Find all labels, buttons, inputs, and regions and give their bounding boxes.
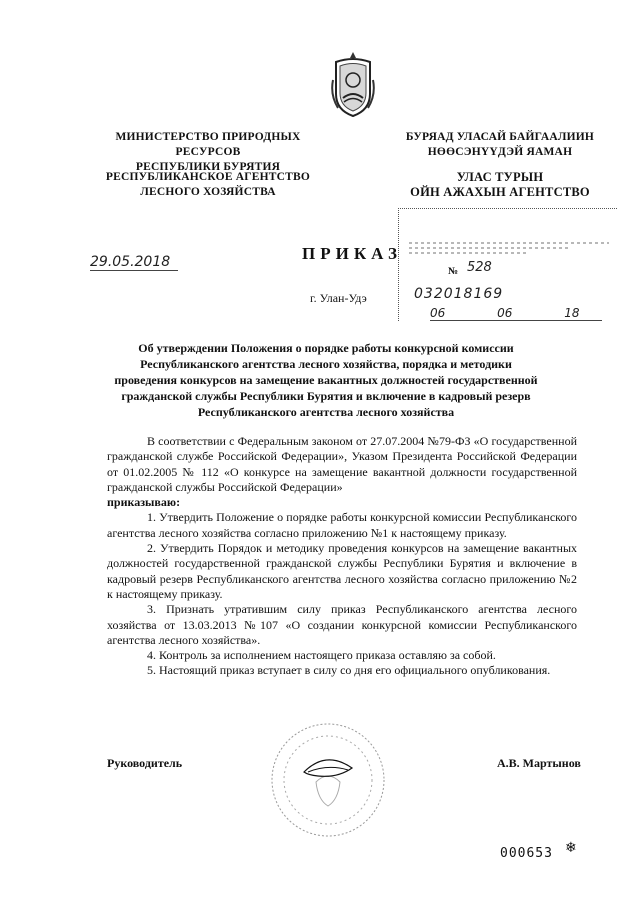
signatory-name: А.В. Мартынов	[497, 756, 581, 770]
registration-month: 06	[497, 306, 513, 320]
subject-line5: Республиканского агентства лесного хозяйства	[197, 405, 455, 419]
subject-line3: проведения конкурсов на замещение вакантных должностей государственной	[114, 373, 538, 387]
header-right-agency-line1: УЛАС ТУРЫН	[456, 170, 544, 184]
header-right-ministry-line1: БУРЯАД УЛАСАЙ БАЙГААЛИИН	[405, 131, 595, 143]
signatory-position: Руководитель	[107, 756, 183, 770]
order-subject	[96, 340, 556, 420]
order-item-5: 5. Настоящий приказ вступает в силу со дня его официального опубликования.	[147, 663, 551, 678]
subject-line1: Об утверждении Положения о порядке работы конкурсной комиссии	[138, 341, 514, 355]
registration-stamp	[398, 208, 617, 321]
registration-year: 18	[564, 306, 580, 320]
order-item-3: 3. Признать утратившим силу приказ Республиканского агентства лесного хозяйства от 13.03.2013 №107 «О создании конкурсной комиссии Республиканского агентства лесного хозяйства».	[107, 602, 577, 647]
header-right-agency-line2: ОЙН АЖАХЫН АГЕНТСТВО	[410, 185, 590, 199]
header-left-ministry-line2: РЕСПУБЛИКИ БУРЯТИЯ	[135, 161, 281, 173]
official-seal	[268, 720, 388, 840]
snowflake-mark-icon: ❄	[565, 841, 577, 856]
preamble-paragraph	[107, 434, 577, 495]
preamble-text: В соответствии с Федеральным законом от 27.07.2004 №79-ФЗ «О государственной гражданской службе Российской Федерации», Указом Президента Российской Федерации от 01.02.2005 № 112 «О конкурсе на замещение вакантной должности государственной гражданской службы Российской Федерации»	[107, 434, 577, 494]
order-item-4: 4. Контроль за исполнением настоящего приказа оставляю за собой.	[147, 648, 496, 663]
header-left-agency-line2: ЛЕСНОГО ХОЗЯЙСТВА	[140, 186, 276, 198]
stamp-faded-text	[409, 239, 609, 257]
order-number-handwritten: 528	[467, 260, 492, 275]
header-left-agency-line1: РЕСПУБЛИКАНСКОЕ АГЕНТСТВО	[105, 171, 311, 183]
coat-of-arms-emblem	[330, 50, 376, 120]
order-number-label: №	[448, 266, 459, 277]
order-item-2: 2. Утвердить Порядок и методику проведения конкурсов на замещение вакантных должностей государственной гражданской службы Республики Бурятия и включение в кадровый резерв Республиканского агентства лесного хозяйства согласно приложению №2 к настоящему приказу.	[107, 541, 577, 601]
order-word: приказываю:	[107, 495, 181, 510]
registration-code: 032018169	[414, 286, 504, 302]
document-type-title: ПРИКАЗ	[302, 244, 402, 263]
subject-line2: Республиканского агентства лесного хозяйства, порядка и методики	[140, 357, 512, 371]
form-serial-number: 000653	[500, 846, 553, 861]
header-left-ministry-line1: МИНИСТЕРСТВО ПРИРОДНЫХ РЕСУРСОВ	[115, 131, 301, 158]
header-right-ministry	[395, 130, 605, 160]
order-body	[107, 434, 577, 679]
header-left-agency	[92, 170, 324, 200]
order-item-1: 1. Утвердить Положение о порядке работы конкурсной комиссии Республиканского агентства лесного хозяйства согласно приложению №1 к настоящему приказу.	[107, 510, 577, 540]
header-right-agency	[395, 170, 605, 200]
header-left-ministry	[92, 130, 324, 175]
registration-day: 06	[430, 306, 446, 320]
header-right-ministry-line2: НӨӨСЭНҮҮДЭЙ ЯАМАН	[427, 146, 573, 158]
subject-line4: гражданской службы Республики Бурятия и включение в кадровый резерв	[121, 389, 531, 403]
order-date-handwritten: 29.05.2018	[90, 254, 178, 271]
city-label: г. Улан-Удэ	[310, 291, 367, 305]
registration-date	[430, 306, 602, 321]
